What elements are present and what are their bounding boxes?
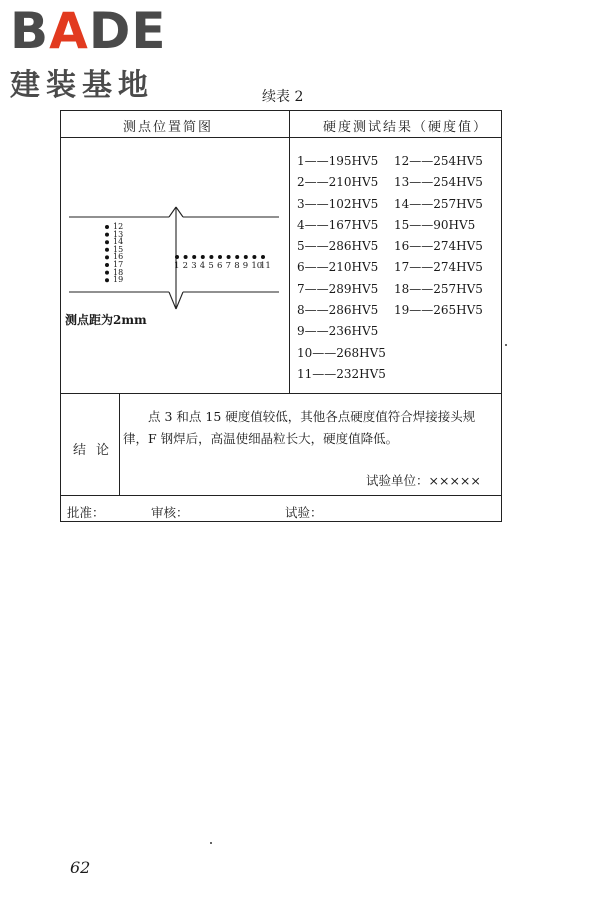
table-caption: 续表 2 [262, 89, 304, 105]
logo-subtitle: 建装基地 [10, 68, 154, 103]
header-positions: 测点位置简图 [123, 120, 214, 135]
point-label-9: 9 [242, 261, 249, 271]
result-item: 11——232HV5 [297, 366, 386, 381]
point-label-1: 1 [174, 261, 180, 271]
result-item: 12——254HV5 [394, 154, 483, 168]
point-label-18: 18 [113, 267, 124, 277]
measurement-point-19 [105, 278, 109, 282]
point-label-6: 6 [217, 261, 223, 271]
result-item: 10——268HV5 [297, 345, 386, 360]
point-label-16: 16 [113, 252, 124, 262]
results-column-2 [394, 151, 483, 321]
result-item: 5——286HV5 [297, 239, 379, 254]
result-item: 1——195HV5 [297, 154, 379, 168]
result-item: 7——289HV5 [297, 281, 379, 296]
weld-sketch [61, 111, 291, 311]
logo [10, 2, 175, 104]
results-column-1 [297, 151, 386, 385]
measurement-point-8 [235, 255, 239, 259]
point-label-15: 15 [113, 244, 124, 254]
result-item: 4——167HV5 [297, 217, 379, 232]
measurement-point-7 [227, 255, 231, 259]
conclusion-text: 点 3 和点 15 硬度值较低，其他各点硬度值符合焊接接头规律，F 钢焊后，高温使细晶粒长大，硬度值降低。 [123, 409, 476, 446]
review-label: 审核： [151, 505, 189, 520]
measurement-point-11 [261, 255, 265, 259]
point-label-10: 10 [251, 261, 263, 271]
footer-divider [61, 495, 501, 496]
result-item: 2——210HV5 [297, 175, 379, 190]
measurement-point-5 [209, 255, 213, 259]
point-label-12: 12 [113, 222, 124, 231]
measurement-point-14 [105, 240, 109, 244]
page-number: 62 [70, 858, 91, 877]
point-label-11: 11 [260, 261, 271, 271]
point-label-17: 17 [113, 260, 124, 269]
measurement-point-2 [184, 255, 188, 259]
result-item: 17——274HV5 [394, 260, 483, 275]
result-item: 14——257HV5 [394, 196, 483, 211]
result-item: 3——102HV5 [297, 196, 379, 211]
result-item: 18——257HV5 [394, 281, 483, 296]
test-unit: 试验单位：××××× [366, 473, 481, 488]
point-label-7: 7 [225, 261, 232, 271]
test-label: 试验： [285, 505, 323, 520]
result-item: 16——274HV5 [394, 239, 483, 254]
result-item: 19——265HV5 [394, 303, 483, 318]
point-label-19: 19 [113, 275, 124, 285]
point-label-5: 5 [208, 261, 214, 271]
point-label-13: 13 [113, 229, 124, 239]
measurement-point-10 [252, 255, 256, 259]
result-item: 13——254HV5 [394, 175, 483, 190]
speck [210, 842, 212, 844]
measurement-point-3 [192, 255, 196, 259]
measurement-point-12 [105, 225, 109, 229]
vertical-point-dots [105, 225, 109, 282]
horizontal-point-dots [175, 255, 265, 259]
result-item: 9——236HV5 [297, 324, 379, 339]
point-label-2: 2 [182, 261, 189, 271]
measurement-point-13 [105, 233, 109, 237]
point-label-8: 8 [234, 261, 240, 271]
point-label-4: 4 [199, 261, 206, 271]
logo-brand: BADE [10, 2, 167, 60]
measurement-point-17 [105, 263, 109, 267]
measurement-point-18 [105, 271, 109, 275]
measurement-point-16 [105, 255, 109, 259]
approve-label: 批准： [67, 505, 105, 520]
result-item: 15——90HV5 [394, 217, 476, 232]
result-item: 8——286HV5 [297, 303, 379, 318]
measurement-point-9 [244, 255, 248, 259]
header-results: 硬度测试结果（硬度值） [323, 120, 489, 135]
conclusion-label: 结论 [73, 443, 120, 458]
measurement-point-6 [218, 255, 222, 259]
measurement-point-4 [201, 255, 205, 259]
point-label-3: 3 [191, 261, 197, 271]
measurement-point-1 [175, 255, 179, 259]
point-spacing-note: 测点距为2mm [65, 313, 147, 327]
measurement-point-15 [105, 248, 109, 252]
hardness-table [60, 110, 502, 522]
result-item: 6——210HV5 [297, 260, 379, 275]
point-label-14: 14 [113, 237, 124, 247]
speck [505, 344, 507, 346]
